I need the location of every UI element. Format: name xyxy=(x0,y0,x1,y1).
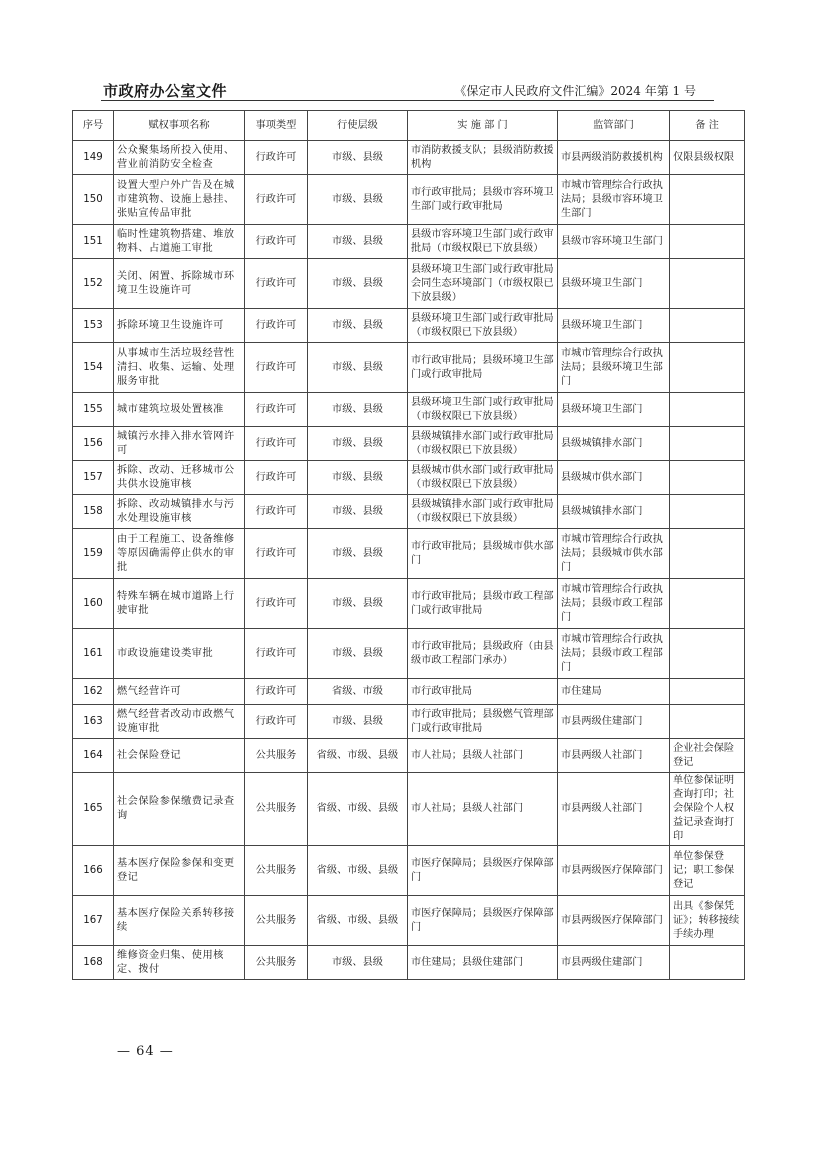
cell-type: 行政许可 xyxy=(245,579,308,629)
cell-impl: 县级环境卫生部门或行政审批局（市级权限已下放县级） xyxy=(408,309,558,343)
cell-note xyxy=(670,495,745,529)
table-row xyxy=(73,461,745,495)
table-header-row xyxy=(73,111,745,141)
cell-sup: 县级城镇排水部门 xyxy=(558,495,670,529)
cell-no: 164 xyxy=(73,739,114,773)
col-header-impl: 实 施 部 门 xyxy=(408,111,558,141)
cell-name: 由于工程施工、设备维修等原因确需停止供水的审批 xyxy=(114,529,245,579)
table-row xyxy=(73,427,745,461)
cell-type: 行政许可 xyxy=(245,393,308,427)
cell-name: 燃气经营者改动市政燃气设施审批 xyxy=(114,705,245,739)
table-row xyxy=(73,946,745,980)
cell-impl: 市行政审批局；县级市容环境卫生部门或行政审批局 xyxy=(408,175,558,225)
cell-name: 基本医疗保险关系转移接续 xyxy=(114,896,245,946)
cell-name: 特殊车辆在城市道路上行驶审批 xyxy=(114,579,245,629)
cell-type: 行政许可 xyxy=(245,175,308,225)
cell-type: 行政许可 xyxy=(245,679,308,705)
cell-note xyxy=(670,946,745,980)
cell-level: 市级、县级 xyxy=(308,175,408,225)
cell-sup: 市县两级人社部门 xyxy=(558,739,670,773)
cell-type: 公共服务 xyxy=(245,846,308,896)
cell-sup: 市县两级住建部门 xyxy=(558,946,670,980)
cell-sup: 市县两级住建部门 xyxy=(558,705,670,739)
cell-note xyxy=(670,529,745,579)
cell-type: 公共服务 xyxy=(245,739,308,773)
table-row xyxy=(73,629,745,679)
cell-level: 市级、县级 xyxy=(308,629,408,679)
cell-sup: 市城市管理综合行政执法局；县级市容环境卫生部门 xyxy=(558,175,670,225)
cell-note xyxy=(670,461,745,495)
cell-note: 企业社会保险登记 xyxy=(670,739,745,773)
cell-type: 行政许可 xyxy=(245,309,308,343)
cell-name: 城市建筑垃圾处置核准 xyxy=(114,393,245,427)
cell-type: 行政许可 xyxy=(245,427,308,461)
cell-level: 市级、县级 xyxy=(308,141,408,175)
cell-note xyxy=(670,343,745,393)
cell-type: 行政许可 xyxy=(245,705,308,739)
cell-no: 161 xyxy=(73,629,114,679)
cell-note: 出具《参保凭证》；转移接续手续办理 xyxy=(670,896,745,946)
cell-sup: 市城市管理综合行政执法局；县级环境卫生部门 xyxy=(558,343,670,393)
cell-level: 省级、市级、县级 xyxy=(308,896,408,946)
cell-name: 基本医疗保险参保和变更登记 xyxy=(114,846,245,896)
cell-impl: 市行政审批局；县级环境卫生部门或行政审批局 xyxy=(408,343,558,393)
table-row xyxy=(73,259,745,309)
cell-level: 市级、县级 xyxy=(308,946,408,980)
cell-type: 行政许可 xyxy=(245,529,308,579)
cell-note: 单位参保证明查询打印；社会保险个人权益记录查询打印 xyxy=(670,773,745,846)
cell-name: 设置大型户外广告及在城市建筑物、设施上悬挂、张贴宣传品审批 xyxy=(114,175,245,225)
cell-name: 拆除环境卫生设施许可 xyxy=(114,309,245,343)
cell-sup: 县级环境卫生部门 xyxy=(558,393,670,427)
cell-name: 城镇污水排入排水管网许可 xyxy=(114,427,245,461)
cell-name: 公众聚集场所投入使用、营业前消防安全检查 xyxy=(114,141,245,175)
col-header-level: 行使层级 xyxy=(308,111,408,141)
cell-no: 159 xyxy=(73,529,114,579)
cell-impl: 市行政审批局；县级政府（由县级市政工程部门承办） xyxy=(408,629,558,679)
cell-level: 省级、市级、县级 xyxy=(308,773,408,846)
cell-sup: 县级环境卫生部门 xyxy=(558,309,670,343)
cell-sup: 市城市管理综合行政执法局；县级市政工程部门 xyxy=(558,579,670,629)
cell-sup: 市县两级医疗保障部门 xyxy=(558,846,670,896)
cell-type: 行政许可 xyxy=(245,343,308,393)
table-row xyxy=(73,343,745,393)
cell-impl: 市行政审批局 xyxy=(408,679,558,705)
cell-no: 151 xyxy=(73,225,114,259)
table-row xyxy=(73,705,745,739)
cell-sup: 市城市管理综合行政执法局；县级城市供水部门 xyxy=(558,529,670,579)
cell-no: 157 xyxy=(73,461,114,495)
cell-no: 153 xyxy=(73,309,114,343)
cell-impl: 市人社局；县级人社部门 xyxy=(408,773,558,846)
col-header-type: 事项类型 xyxy=(245,111,308,141)
cell-sup: 市县两级消防救援机构 xyxy=(558,141,670,175)
cell-impl: 市人社局；县级人社部门 xyxy=(408,739,558,773)
cell-impl: 县级城镇排水部门或行政审批局（市级权限已下放县级） xyxy=(408,427,558,461)
cell-type: 行政许可 xyxy=(245,629,308,679)
cell-no: 152 xyxy=(73,259,114,309)
cell-impl: 县级市容环境卫生部门或行政审批局（市级权限已下放县级） xyxy=(408,225,558,259)
table-row xyxy=(73,393,745,427)
cell-impl: 县级城镇排水部门或行政审批局（市级权限已下放县级） xyxy=(408,495,558,529)
cell-type: 行政许可 xyxy=(245,259,308,309)
cell-no: 154 xyxy=(73,343,114,393)
cell-level: 省级、市级、县级 xyxy=(308,739,408,773)
cell-level: 市级、县级 xyxy=(308,461,408,495)
cell-name: 燃气经营许可 xyxy=(114,679,245,705)
cell-sup: 市城市管理综合行政执法局；县级市政工程部门 xyxy=(558,629,670,679)
cell-no: 150 xyxy=(73,175,114,225)
cell-name: 社会保险参保缴费记录查询 xyxy=(114,773,245,846)
cell-impl: 市行政审批局；县级市政工程部门或行政审批局 xyxy=(408,579,558,629)
table-row xyxy=(73,579,745,629)
cell-impl: 县级城市供水部门或行政审批局（市级权限已下放县级） xyxy=(408,461,558,495)
cell-name: 拆除、改动城镇排水与污水处理设施审核 xyxy=(114,495,245,529)
table-row xyxy=(73,225,745,259)
cell-impl: 市行政审批局；县级城市供水部门 xyxy=(408,529,558,579)
table-row xyxy=(73,529,745,579)
cell-level: 市级、县级 xyxy=(308,393,408,427)
cell-note xyxy=(670,427,745,461)
cell-name: 维修资金归集、使用核定、拨付 xyxy=(114,946,245,980)
cell-impl: 市住建局；县级住建部门 xyxy=(408,946,558,980)
cell-level: 省级、市级、县级 xyxy=(308,846,408,896)
cell-no: 168 xyxy=(73,946,114,980)
cell-note xyxy=(670,629,745,679)
table-row xyxy=(73,773,745,846)
cell-note: 仅限县级权限 xyxy=(670,141,745,175)
table-row xyxy=(73,846,745,896)
cell-note xyxy=(670,705,745,739)
cell-no: 162 xyxy=(73,679,114,705)
cell-sup: 县级城镇排水部门 xyxy=(558,427,670,461)
cell-impl: 市医疗保障局；县级医疗保障部门 xyxy=(408,896,558,946)
cell-note xyxy=(670,225,745,259)
cell-impl: 县级环境卫生部门或行政审批局会同生态环境部门（市级权限已下放县级） xyxy=(408,259,558,309)
cell-level: 省级、市级 xyxy=(308,679,408,705)
cell-note xyxy=(670,679,745,705)
cell-no: 158 xyxy=(73,495,114,529)
col-header-note: 备 注 xyxy=(670,111,745,141)
cell-sup: 县级环境卫生部门 xyxy=(558,259,670,309)
cell-no: 155 xyxy=(73,393,114,427)
cell-sup: 市住建局 xyxy=(558,679,670,705)
table-row xyxy=(73,495,745,529)
cell-impl: 市行政审批局；县级燃气管理部门或行政审批局 xyxy=(408,705,558,739)
cell-no: 167 xyxy=(73,896,114,946)
table-row xyxy=(73,309,745,343)
cell-name: 从事城市生活垃圾经营性清扫、收集、运输、处理服务审批 xyxy=(114,343,245,393)
cell-impl: 市医疗保障局；县级医疗保障部门 xyxy=(408,846,558,896)
cell-name: 社会保险登记 xyxy=(114,739,245,773)
cell-type: 公共服务 xyxy=(245,773,308,846)
cell-no: 149 xyxy=(73,141,114,175)
table-row xyxy=(73,175,745,225)
cell-level: 市级、县级 xyxy=(308,579,408,629)
table-row xyxy=(73,679,745,705)
cell-name: 关闭、闲置、拆除城市环境卫生设施许可 xyxy=(114,259,245,309)
cell-note: 单位参保登记；职工参保登记 xyxy=(670,846,745,896)
cell-level: 市级、县级 xyxy=(308,309,408,343)
cell-name: 临时性建筑物搭建、堆放物料、占道施工审批 xyxy=(114,225,245,259)
cell-note xyxy=(670,309,745,343)
cell-type: 行政许可 xyxy=(245,225,308,259)
cell-name: 市政设施建设类审批 xyxy=(114,629,245,679)
cell-no: 166 xyxy=(73,846,114,896)
col-header-no: 序号 xyxy=(73,111,114,141)
cell-type: 行政许可 xyxy=(245,141,308,175)
cell-type: 公共服务 xyxy=(245,896,308,946)
cell-no: 163 xyxy=(73,705,114,739)
cell-level: 市级、县级 xyxy=(308,427,408,461)
cell-type: 行政许可 xyxy=(245,495,308,529)
col-header-name: 赋权事项名称 xyxy=(114,111,245,141)
cell-no: 156 xyxy=(73,427,114,461)
cell-level: 市级、县级 xyxy=(308,495,408,529)
cell-sup: 市县两级人社部门 xyxy=(558,773,670,846)
cell-sup: 市县两级医疗保障部门 xyxy=(558,896,670,946)
publication-title: 《保定市人民政府文件汇编》2024 年第 1 号 xyxy=(454,84,696,98)
cell-note xyxy=(670,175,745,225)
cell-type: 公共服务 xyxy=(245,946,308,980)
cell-type: 行政许可 xyxy=(245,461,308,495)
authorization-items-table xyxy=(72,110,745,980)
cell-impl: 县级环境卫生部门或行政审批局（市级权限已下放县级） xyxy=(408,393,558,427)
col-header-sup: 监管部门 xyxy=(558,111,670,141)
cell-level: 市级、县级 xyxy=(308,529,408,579)
table-row xyxy=(73,739,745,773)
cell-level: 市级、县级 xyxy=(308,225,408,259)
cell-level: 市级、县级 xyxy=(308,343,408,393)
cell-no: 165 xyxy=(73,773,114,846)
cell-note xyxy=(670,579,745,629)
cell-sup: 县级市容环境卫生部门 xyxy=(558,225,670,259)
table-row xyxy=(73,896,745,946)
cell-impl: 市消防救援支队；县级消防救援机构 xyxy=(408,141,558,175)
header-rule xyxy=(101,100,714,101)
table-row xyxy=(73,141,745,175)
page-number: — 64 — xyxy=(117,1044,174,1059)
cell-note xyxy=(670,393,745,427)
cell-sup: 县级城市供水部门 xyxy=(558,461,670,495)
cell-note xyxy=(670,259,745,309)
cell-level: 市级、县级 xyxy=(308,705,408,739)
cell-name: 拆除、改动、迁移城市公共供水设施审核 xyxy=(114,461,245,495)
cell-level: 市级、县级 xyxy=(308,259,408,309)
cell-no: 160 xyxy=(73,579,114,629)
document-source-title: 市政府办公室文件 xyxy=(103,82,228,100)
